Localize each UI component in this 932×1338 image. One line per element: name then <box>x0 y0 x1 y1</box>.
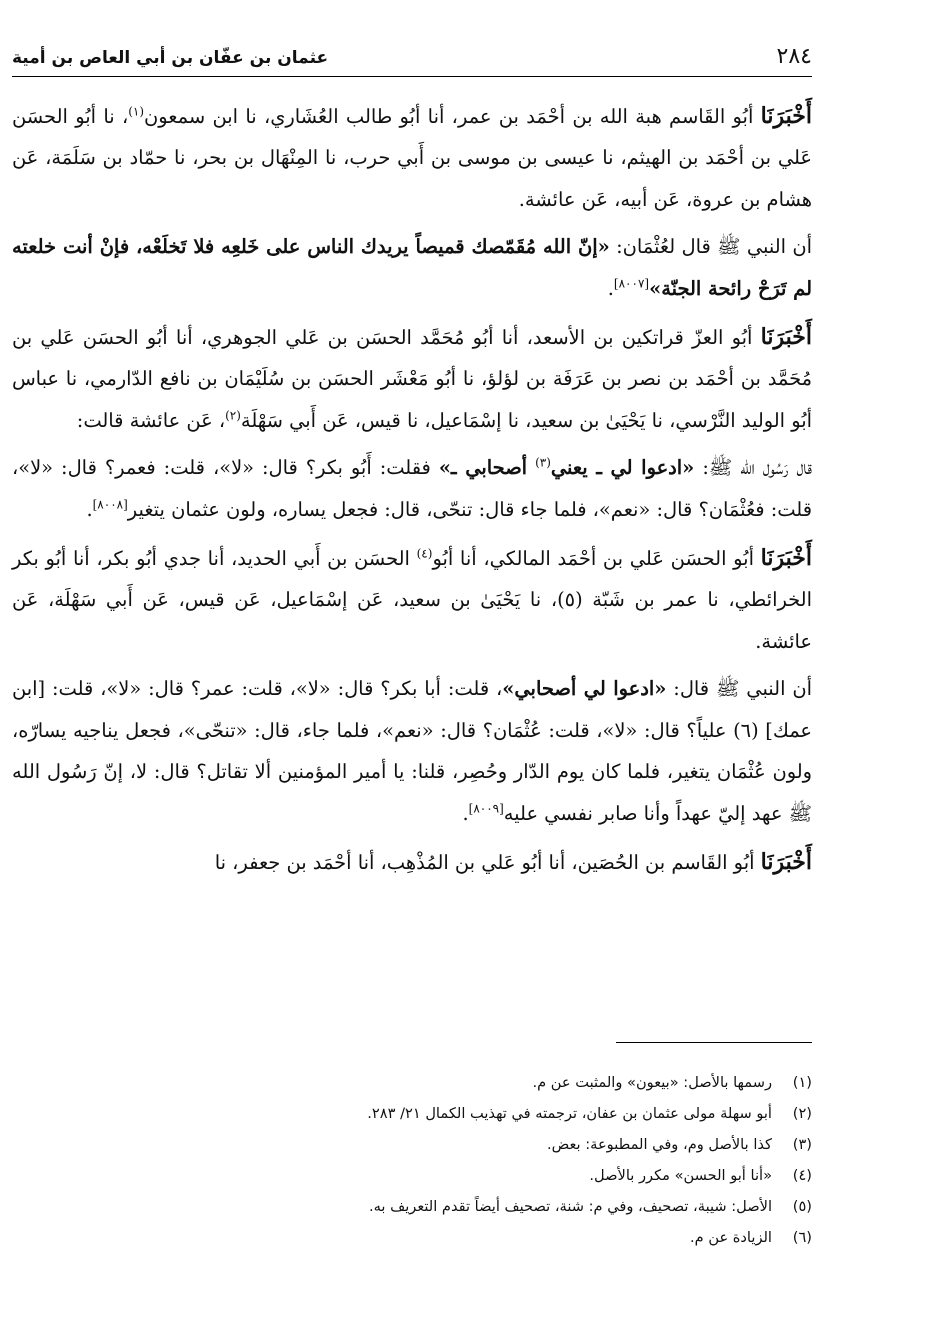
footnote-ref: (٤) <box>416 546 433 561</box>
footnote <box>12 1227 812 1258</box>
footnote-number: (٦) <box>792 1229 812 1246</box>
footnote <box>12 1165 812 1196</box>
lead-word: أَخْبَرَنَا <box>760 324 812 351</box>
footnote-text: رسمها بالأصل: «بيعون» والمثبت عن م. <box>532 1074 772 1091</box>
page-number: ٢٨٤ <box>776 44 812 69</box>
footnotes-list <box>12 1072 812 1258</box>
hadith-number: [٨٠٠٨] <box>92 497 128 512</box>
footnote-number: (٥) <box>792 1198 812 1215</box>
footnote-ref: (٢) <box>225 408 241 423</box>
footnote-number: (١) <box>792 1074 812 1091</box>
footnote-text: الأصل: شيبة، تصحيف، وفي م: شنة، تصحيف أيضاً تقدم التعريف به. <box>368 1198 772 1215</box>
hadith-quote: أصحابي ـ» <box>438 456 528 480</box>
hadith-number: [٨٠٠٧] <box>613 276 650 291</box>
hadith-paragraph: قال رَسُول الله ﷺ: «ادعوا لي ـ يعني$^{(٣)}$ أصحابي ـ» فقلت: أَبُو بكر؟ قال: «لا»، قلت: فعمر؟ قال: «لا»، قلت: فعُثْمَان؟ قال: «نعم»، فلما جاء قال: تنحّى، قال: فجعل يساره، ولون عثمان يتغير[٨٠٠٨]. <box>12 455 812 521</box>
footnote-text: كذا بالأصل وم، وفي المطبوعة: بعض. <box>546 1136 772 1153</box>
footnote <box>12 1134 812 1165</box>
footnote-number: (٤) <box>792 1167 812 1184</box>
hadith-paragraph: أن النبي ﷺ قال: «ادعوا لي أصحابي»، قلت: أبا بكر؟ قال: «لا»، قلت: عمر؟ قال: «لا»، قلت: [ابن عمك] (٦) علياً؟ قال: «لا»، قلت: عُثْمَان؟ قال: «نعم»، فلما جاء، قال: «تنحّى»، فجعل يناجيه يسارّه، ولون عُثْمَان يتغير، فلما كان يوم الدّار وحُصِر، قلنا: يا أمير المؤمنين ألا تقاتل؟ قال: لا، إنّ رَسُول الله ﷺ عهد إليّ عهداً وأنا صابر نفسي عليه[٨٠٠٩]. <box>12 677 812 825</box>
footnote <box>12 1103 812 1134</box>
hadith-quote: «ادعوا لي أصحابي» <box>502 677 667 701</box>
hadith-quote: «إنّ الله مُقَمّصك قميصاً يريدك الناس على خَلعِه فلا تَخلَعْه، فإنْ أنت خلعته لم تَرَحْ رائحة الجنّة» <box>12 235 812 300</box>
footnote-text: الزيادة عن م. <box>690 1229 772 1246</box>
footnote-text: «أنا أبو الحسن» مكرر بالأصل. <box>589 1167 772 1184</box>
hadith-number: [٨٠٠٩] <box>468 801 504 816</box>
isnad-paragraph: أَخْبَرَنَا أبُو القَاسم هبة الله بن أحْمَد بن عمر، أنا أبُو طالب العُشَاري، نا ابن سمعون$^{(١)}$، نا أبُو الحسَن عَلي بن أحْمَد بن الهيثم، نا عيسى بن موسى بن أَبي حرب، نا المِنْهَال بن بحر، نا حمّاد بن سَلَمَة، عَن هشام بن عروة، عَن أبيه، عَن عائشة. <box>12 103 812 211</box>
isnad-paragraph: أَخْبَرَنَا أبُو الحسَن عَلي بن أحْمَد المالكي، أنا أبُو$^{(٤)}$ الحسَن بن أَبي الحديد، أنا جدي أبُو بكر، أنا أبُو بكر الخرائطي، نا عمر بن شَبّة (٥)، نا يَحْيَىٰ بن سعيد، عَن إسْمَاعيل، عَن قيس، عَن أَبي سَهْلَة، عَن عائشة. <box>12 545 812 653</box>
footnote <box>12 1072 812 1103</box>
header-rule <box>12 76 812 77</box>
footnote-text: أبو سهلة مولى عثمان بن عفان، ترجمته في تهذيب الكمال ٢١/ ٢٨٣. <box>367 1105 772 1122</box>
hadith-quote: «ادعوا لي ـ يعني <box>550 456 695 480</box>
lead-word: أَخْبَرَنَا <box>760 848 812 875</box>
page-header <box>12 40 812 80</box>
footnote <box>12 1196 812 1227</box>
footnote-ref: (١) <box>128 104 145 119</box>
main-text <box>12 96 812 889</box>
lead-word: أَخْبَرَنَا <box>760 103 812 129</box>
lead-word: أَخْبَرَنَا <box>760 545 812 572</box>
hadith-paragraph: أن النبي ﷺ قال لعُثْمَان: «إنّ الله مُقَمّصك قميصاً يريدك الناس على خَلعِه فلا تَخلَعْه، فإنْ أنت خلعته لم تَرَحْ رائحة الجنّة»[٨٠٠٧]. <box>12 235 813 300</box>
isnad-paragraph: أَخْبَرَنَا أبُو العزّ قراتكين بن الأسعد، أنا أبُو مُحَمَّد الحسَن بن عَلي الجوهري، أنا أبُو الحسَن عَلي بن مُحَمَّد بن أحْمَد بن نصر بن عَرَفَة بن لؤلؤ، نا أبُو مَعْشَر الحسَن بن سُلَيْمَان بن نافع الدّارمي، نا عباس أبُو الوليد النَّرْسي، نا يَحْيَىٰ بن سعيد، نا إسْمَاعيل، نا قيس، عَن أَبي سَهْلَة$^{(٢)}$، عَن عائشة قالت: <box>12 324 812 432</box>
isnad-paragraph: أَخْبَرَنَا أبُو القَاسم بن الحُصَين، أنا أبُو عَلي بن المُذْهِب، أنا أحْمَد بن جعفر، نا <box>214 848 812 875</box>
running-title: عثمان بن عفّان بن أبي العاص بن أمية <box>12 48 329 68</box>
footnote-number: (٣) <box>792 1136 812 1153</box>
footnote-number: (٢) <box>792 1105 812 1122</box>
footnote-separator <box>616 1042 812 1043</box>
footnote-ref: (٣) <box>535 455 551 470</box>
